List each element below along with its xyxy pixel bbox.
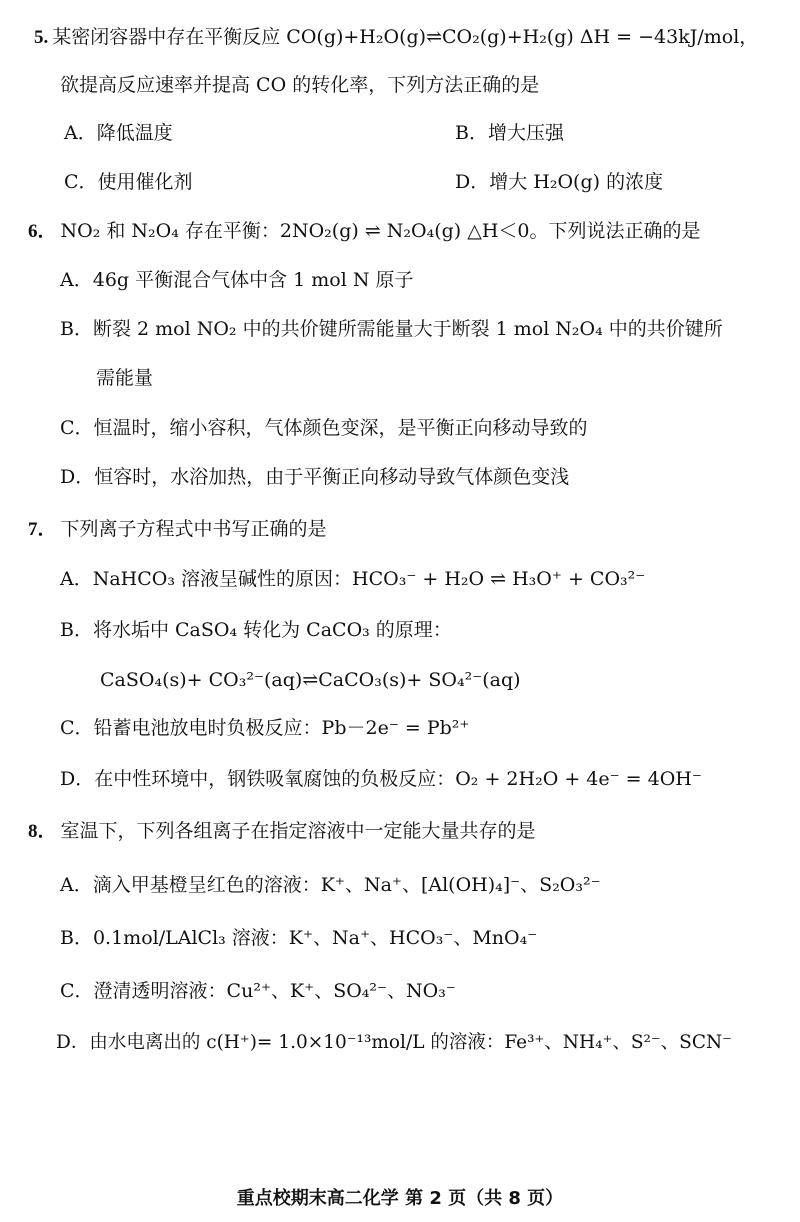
option-text: 铅蓄电池放电时负极反应：Pb－2e⁻ = Pb²⁺ <box>93 717 470 739</box>
option-text: 降低温度 <box>96 122 173 144</box>
question-6-number: 6． <box>28 221 57 242</box>
question-8-stem-text: 室温下，下列各组离子在指定溶液中一定能大量共存的是 <box>60 820 536 842</box>
option-text: 增大压强 <box>487 122 564 144</box>
option-text: 恒温时，缩小容积，气体颜色变深，是平衡正向移动导致的 <box>93 417 588 439</box>
question-6-option-b <box>60 320 723 339</box>
page-footer: 重点校期末高二化学 第 2 页（共 8 页） <box>236 1188 564 1209</box>
question-8-option-b <box>60 929 537 948</box>
option-label: C． <box>60 980 94 1002</box>
option-text: 在中性环境中，钢铁吸氧腐蚀的负极反应：O₂ + 2H₂O + 4e⁻ = 4OH⁻ <box>94 768 702 790</box>
option-text: 滴入甲基橙呈红色的溶液：K⁺、Na⁺、[Al(OH)₄]⁻、S₂O₃²⁻ <box>92 874 601 896</box>
option-label: B． <box>60 318 93 340</box>
option-label: B． <box>60 619 93 641</box>
option-label: A． <box>60 568 93 590</box>
option-text: 将水垢中 CaSO₄ 转化为 CaCO₃ 的原理： <box>92 619 452 641</box>
question-8-number: 8． <box>28 821 57 842</box>
option-label: A． <box>60 269 93 291</box>
option-text: 恒容时，水浴加热，由于平衡正向移动导致气体颜色变浅 <box>94 466 570 488</box>
question-5-option-c <box>64 173 193 192</box>
question-5-option-d <box>455 173 663 192</box>
option-label: C． <box>60 717 94 739</box>
option-label: D． <box>60 768 95 790</box>
question-7-stem-text: 下列离子方程式中书写正确的是 <box>60 518 327 540</box>
option-label: C． <box>60 417 94 439</box>
option-text: 由水电离出的 c(H⁺)= 1.0×10⁻¹³mol/L 的溶液：Fe³⁺、NH₄⁺、S²⁻、SCN⁻ <box>89 1032 732 1053</box>
option-label: B． <box>455 122 488 144</box>
option-text: 澄清透明溶液：Cu²⁺、K⁺、SO₄²⁻、NO₃⁻ <box>93 980 456 1002</box>
question-7-option-a <box>60 570 645 589</box>
option-label: B． <box>60 927 93 949</box>
question-6-option-b-continued: 需能量 <box>96 367 154 389</box>
option-text: NaHCO₃ 溶液呈碱性的原因：HCO₃⁻ + H₂O ⇌ H₃O⁺ + CO₃²⁻ <box>92 568 646 590</box>
option-text: 0.1mol/LAlCl₃ 溶液：K⁺、Na⁺、HCO₃⁻、MnO₄⁻ <box>92 927 538 949</box>
question-6-stem <box>28 222 701 241</box>
option-label: D． <box>455 171 490 193</box>
question-5-stem-line1 <box>34 28 758 47</box>
option-label: C． <box>64 171 98 193</box>
question-7-number: 7． <box>28 519 57 540</box>
question-7-stem <box>28 520 327 539</box>
option-label: A． <box>60 874 93 896</box>
question-6-option-c <box>60 419 588 438</box>
question-6-option-a <box>60 271 414 290</box>
option-label: D． <box>60 466 95 488</box>
option-text: 增大 H₂O(g) 的浓度 <box>489 171 664 193</box>
option-label: A． <box>64 122 97 144</box>
option-text: 使用催化剂 <box>97 171 193 193</box>
question-6-option-d <box>60 468 569 487</box>
question-5-stem-line2: 欲提高反应速率并提高 CO 的转化率，下列方法正确的是 <box>60 74 540 96</box>
question-7-option-d <box>60 770 702 789</box>
question-5-option-a <box>64 124 173 143</box>
question-7-option-c <box>60 719 469 738</box>
question-6-stem-text: NO₂ 和 N₂O₄ 存在平衡：2NO₂(g) ⇌ N₂O₄(g) △H＜0。下列说法正确的是 <box>60 220 701 242</box>
question-8-option-a <box>60 876 601 895</box>
question-7-option-b <box>60 621 452 640</box>
option-text: 46g 平衡混合气体中含 1 mol N 原子 <box>92 269 414 291</box>
option-text: 断裂 2 mol NO₂ 中的共价键所需能量大于断裂 1 mol N₂O₄ 中的共价键所 <box>92 318 723 340</box>
question-8-stem <box>28 822 536 841</box>
question-5-stem-text: 某密闭容器中存在平衡反应 CO(g)+H₂O(g)⇌CO₂(g)+H₂(g) ΔH = −43kJ/mol， <box>52 26 759 48</box>
question-5-number: 5. <box>34 27 49 48</box>
question-8-option-c <box>60 982 456 1001</box>
question-5-option-b <box>455 124 564 143</box>
question-8-option-d <box>56 1034 732 1053</box>
option-label: D． <box>56 1032 90 1053</box>
question-7-option-b-equation: CaSO₄(s)+ CO₃²⁻(aq)⇌CaCO₃(s)+ SO₄²⁻(aq) <box>100 669 521 691</box>
